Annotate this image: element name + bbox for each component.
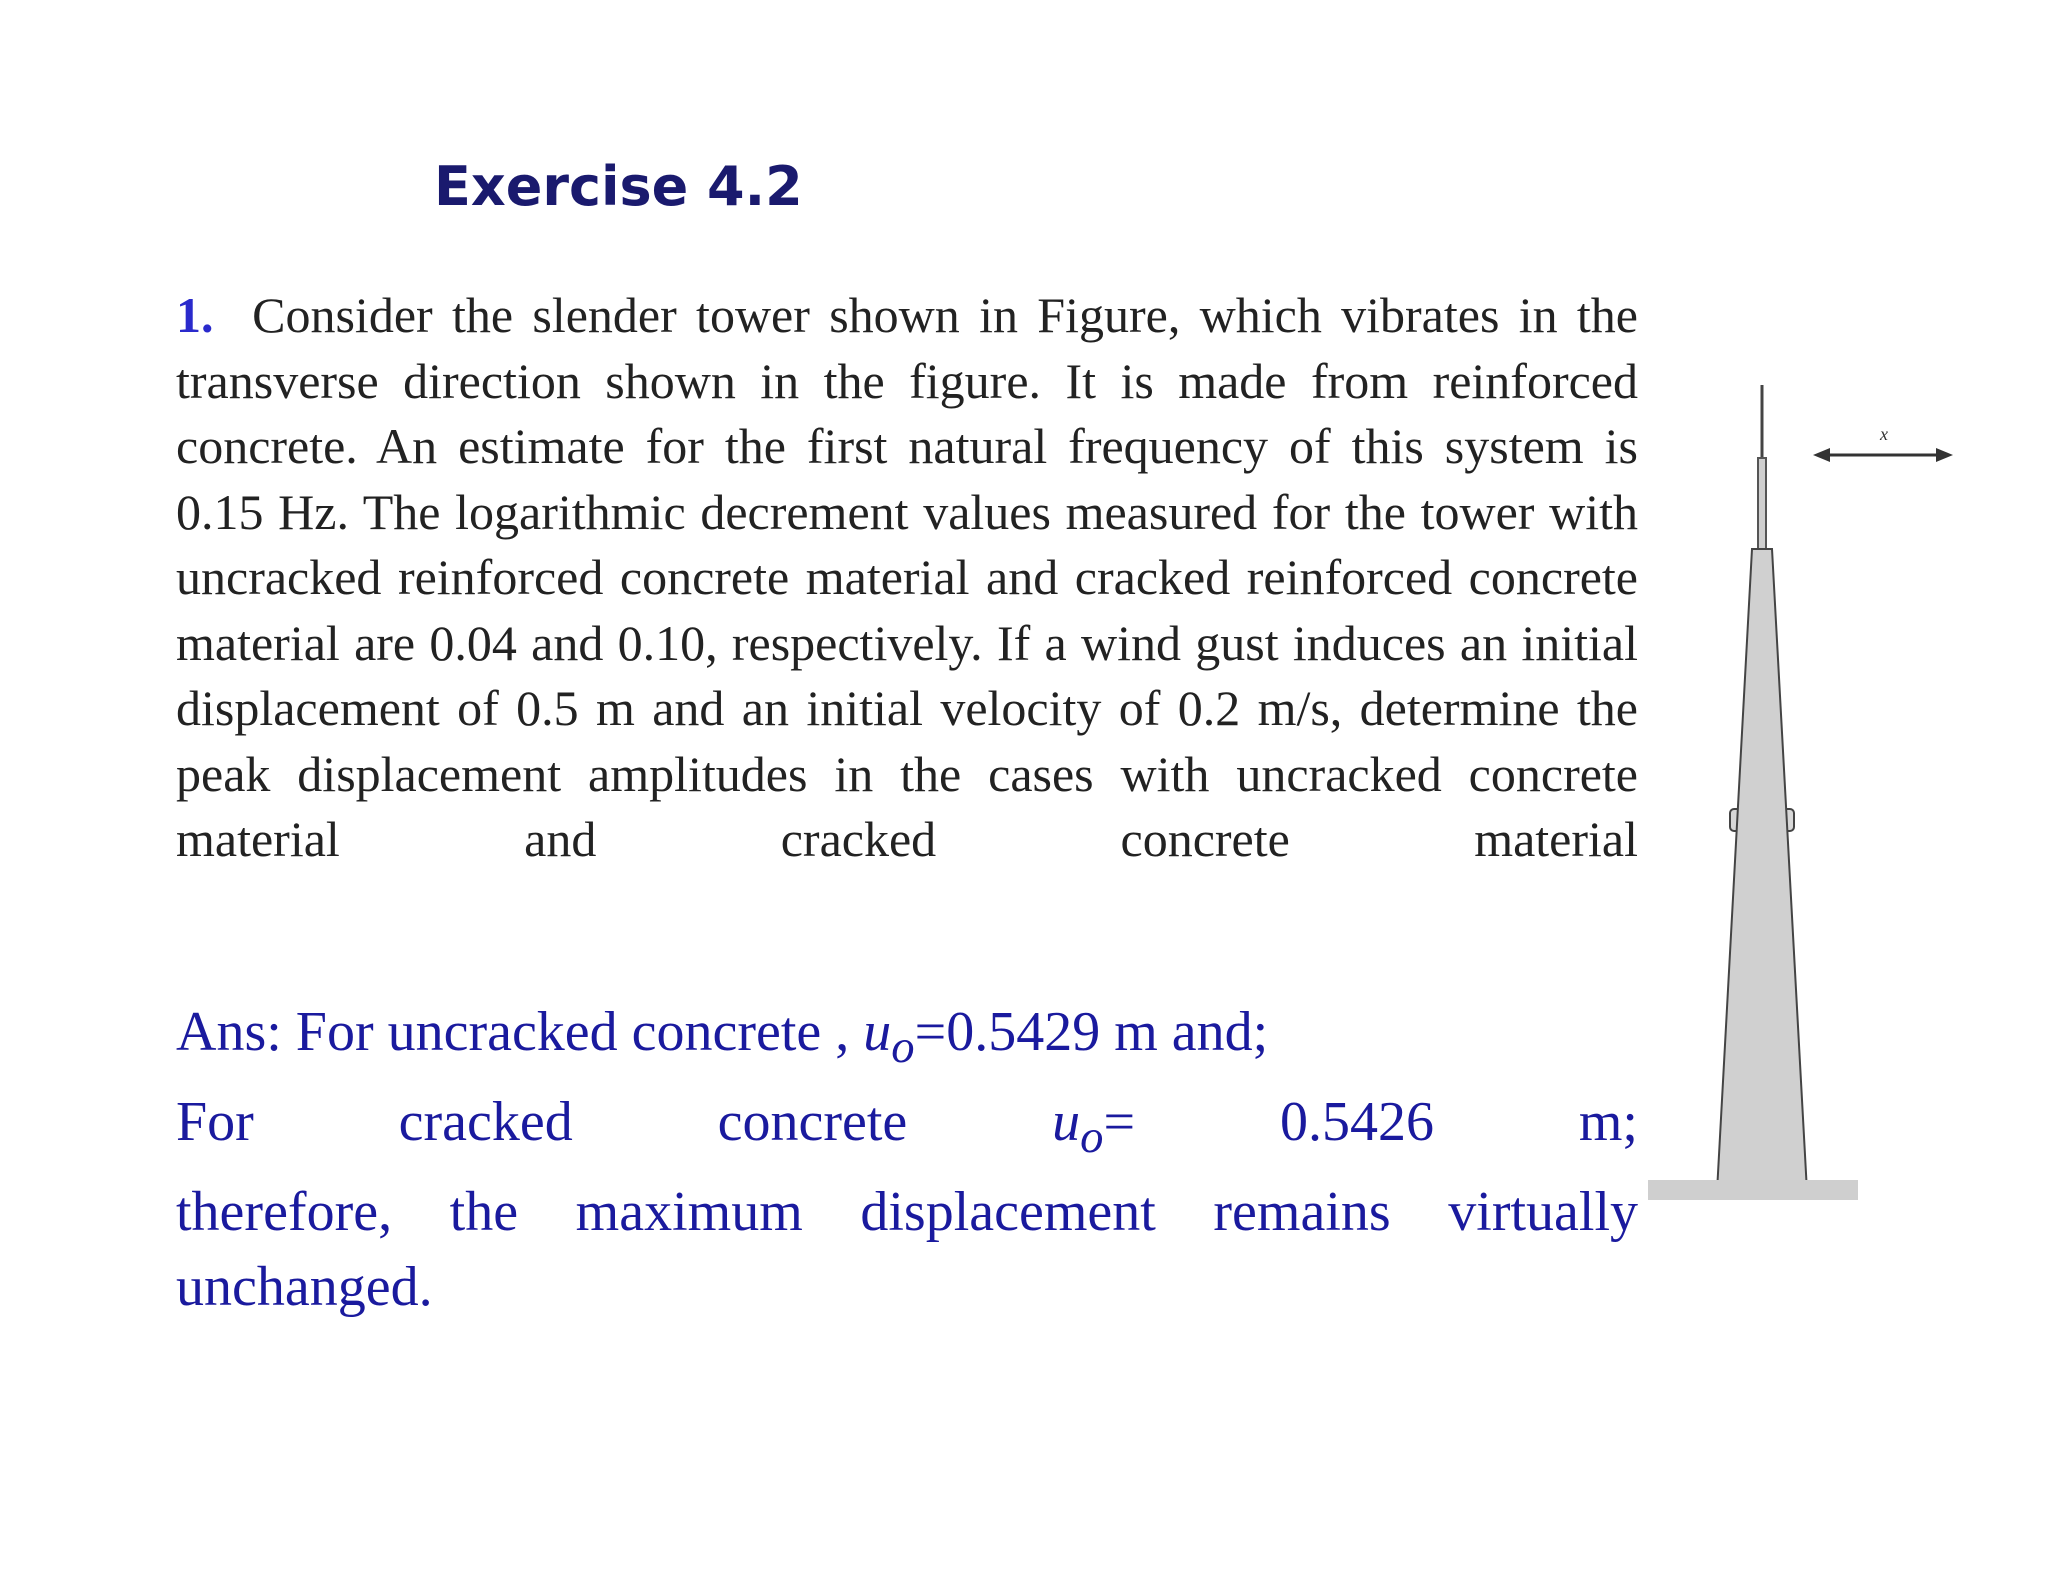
direction-label: x bbox=[1880, 424, 1888, 444]
problem-statement bbox=[176, 283, 1638, 873]
arrow-head-right-icon bbox=[1936, 448, 1953, 462]
answer-cracked-symbol: $u_o=$ bbox=[1052, 1091, 1136, 1164]
tower-figure bbox=[1648, 370, 1978, 1200]
problem-number: 1. bbox=[176, 287, 214, 343]
answer-uncracked-value: =0.5429 m and; bbox=[914, 1001, 1269, 1063]
answer-line-cracked bbox=[176, 1085, 1638, 1175]
slide-title: Exercise 4.2 bbox=[434, 155, 803, 218]
tower-shaft bbox=[1716, 549, 1808, 1200]
answer-cracked-value: 0.5426 bbox=[1279, 1091, 1434, 1154]
displacement-subscript: o bbox=[891, 1021, 915, 1074]
displacement-symbol: u bbox=[863, 1001, 892, 1063]
problem-body: Consider the slender tower shown in Figure, which vibrates in the transverse direction shown in the figure. It is made from reinforced concrete. An estimate for the first natural frequency of this system is 0.15 Hz. The logarithmic decrement values measured for the tower with uncracked reinforced concrete material and cracked reinforced concrete material are 0.04 and 0.10, respectively. If a wind gust induces an initial displacement of 0.5 m and an initial velocity of 0.2 m/s, determine the peak displacement amplitudes in the cases with uncracked concrete material and cracked concrete material bbox=[176, 287, 1638, 867]
answer-cracked-for: For bbox=[176, 1091, 254, 1154]
answer-block bbox=[176, 995, 1638, 1325]
tower-ground bbox=[1648, 1180, 1858, 1200]
answer-cracked-concrete: concrete bbox=[717, 1091, 908, 1154]
answer-conclusion: therefore, the maximum displacement remains virtually unchanged. bbox=[176, 1181, 1638, 1319]
answer-line-uncracked bbox=[176, 995, 1638, 1085]
answer-uncracked-label: Ans: For uncracked concrete , bbox=[176, 1001, 850, 1063]
arrow-head-left-icon bbox=[1813, 448, 1830, 462]
answer-cracked-word: cracked bbox=[398, 1091, 573, 1154]
answer-cracked-unit: m; bbox=[1578, 1091, 1638, 1154]
